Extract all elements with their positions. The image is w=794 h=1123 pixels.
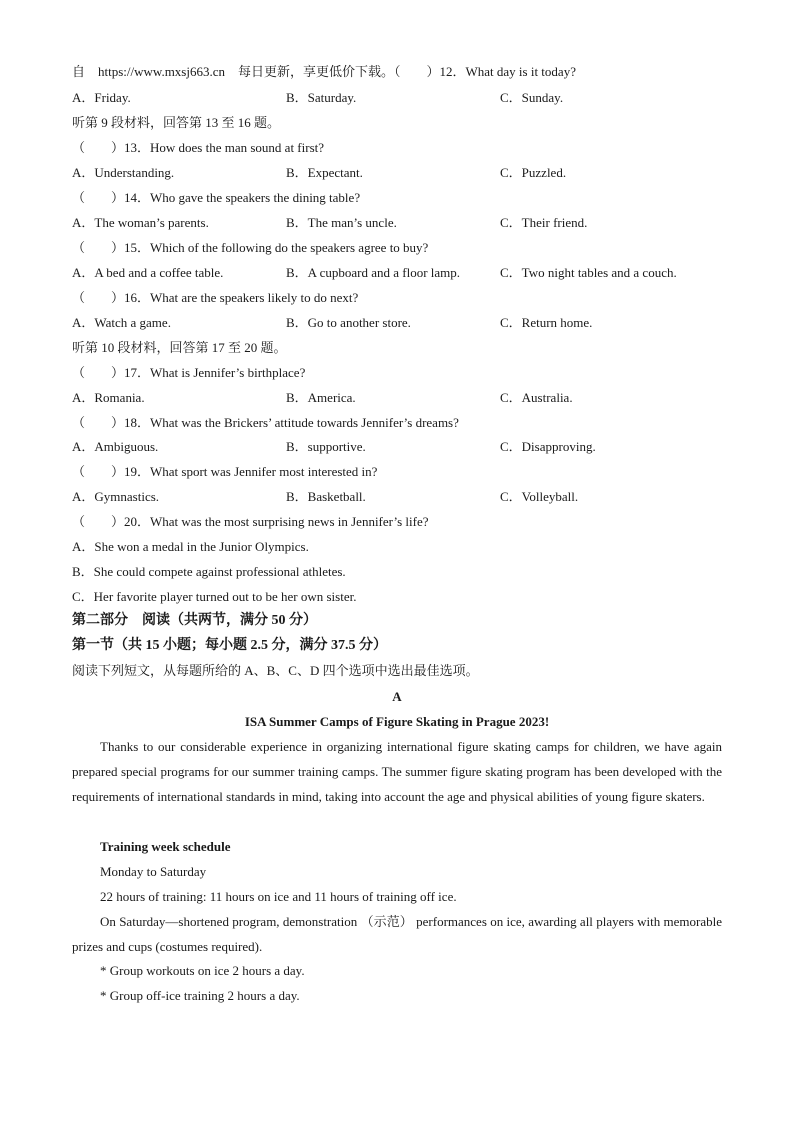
saturday-paragraph: On Saturday—shortened program, demonstration （示范） performances on ice, awarding all players with memorable prizes and cups (costumes required). bbox=[72, 914, 722, 954]
bullet-off-ice-training: * Group off-ice training 2 hours a day. bbox=[100, 988, 300, 1003]
passage-title: ISA Summer Camps of Figure Skating in Prague 2023! bbox=[244, 714, 550, 729]
q16-option-a: A．Watch a game. bbox=[72, 315, 171, 330]
q19-option-b: B．Basketball. bbox=[286, 489, 366, 504]
q13-option-c: C．Puzzled. bbox=[500, 165, 567, 180]
header-line: 自 https://www.mxsj663.cn 每日更新，享更低价下载。（ ）12．What day is it today? bbox=[72, 64, 576, 79]
q18-option-b: B．supportive. bbox=[286, 439, 366, 454]
part-two-title: 第二部分 阅读（共两节，满分 50 分） bbox=[72, 613, 317, 628]
q14-option-a: A．The woman’s parents. bbox=[72, 215, 209, 230]
q18-option-a: A．Ambiguous. bbox=[72, 439, 159, 454]
q14-option-c: C．Their friend. bbox=[500, 215, 588, 230]
q18-stem: （ ）18．What was the Brickers’ attitude towards Jennifer’s dreams? bbox=[72, 415, 459, 430]
q13-stem: （ ）13．How does the man sound at first? bbox=[72, 140, 325, 155]
q17-stem: （ ）17．What is Jennifer’s birthplace? bbox=[72, 365, 306, 380]
q20-option-a: A．She won a medal in the Junior Olympics. bbox=[72, 539, 309, 554]
q15-option-c: C．Two night tables and a couch. bbox=[500, 265, 677, 280]
section-9-heading: 听第 9 段材料，回答第 13 至 16 题。 bbox=[72, 115, 281, 130]
q12-option-a: A．Friday. bbox=[72, 90, 131, 105]
section-10-heading: 听第 10 段材料，回答第 17 至 20 题。 bbox=[72, 340, 287, 355]
section-one-title: 第一节（共 15 小题；每小题 2.5 分，满分 37.5 分） bbox=[72, 638, 387, 653]
q15-option-b: B．A cupboard and a floor lamp. bbox=[286, 265, 461, 280]
q15-stem: （ ）15．Which of the following do the speakers agree to buy? bbox=[72, 240, 429, 255]
q17-option-a: A．Romania. bbox=[72, 390, 145, 405]
q19-stem: （ ）19．What sport was Jennifer most interested in? bbox=[72, 464, 378, 479]
q19-option-a: A．Gymnastics. bbox=[72, 489, 160, 504]
q20-option-c: C．Her favorite player turned out to be her own sister. bbox=[72, 589, 357, 604]
bullet-ice-workouts: * Group workouts on ice 2 hours a day. bbox=[100, 963, 305, 978]
q17-option-b: B．America. bbox=[286, 390, 356, 405]
q20-option-b: B．She could compete against professional athletes. bbox=[72, 564, 346, 579]
schedule-hours: 22 hours of training: 11 hours on ice and 11 hours of training off ice. bbox=[100, 889, 457, 904]
q13-option-b: B．Expectant. bbox=[286, 165, 363, 180]
q19-option-c: C．Volleyball. bbox=[500, 489, 579, 504]
q14-option-b: B．The man’s uncle. bbox=[286, 215, 397, 230]
q18-option-c: C．Disapproving. bbox=[500, 439, 596, 454]
q12-option-c: C．Sunday. bbox=[500, 90, 564, 105]
q12-option-b: B．Saturday. bbox=[286, 90, 357, 105]
q16-option-c: C．Return home. bbox=[500, 315, 593, 330]
q20-stem: （ ）20．What was the most surprising news in Jennifer’s life? bbox=[72, 514, 429, 529]
q14-stem: （ ）14．Who gave the speakers the dining table? bbox=[72, 190, 361, 205]
passage-letter: A bbox=[392, 689, 402, 704]
q17-option-c: C．Australia. bbox=[500, 390, 573, 405]
q13-option-a: A．Understanding. bbox=[72, 165, 175, 180]
schedule-heading: Training week schedule bbox=[100, 839, 231, 854]
reading-instruction: 阅读下列短文，从每题所给的 A、B、C、D 四个选项中选出最佳选项。 bbox=[72, 663, 479, 678]
q16-option-b: B．Go to another store. bbox=[286, 315, 411, 330]
schedule-days: Monday to Saturday bbox=[100, 864, 207, 879]
q15-option-a: A．A bed and a coffee table. bbox=[72, 265, 224, 280]
passage-paragraph-1: Thanks to our considerable experience in organizing international figure skating camps for children, we have again prepared special programs for our summer training camps. The summer figure skating program has been developed with the requirements of international standards in mind, taking into account the age and physical abilities of young figure skaters. bbox=[72, 739, 722, 804]
q16-stem: （ ）16．What are the speakers likely to do next? bbox=[72, 290, 359, 305]
